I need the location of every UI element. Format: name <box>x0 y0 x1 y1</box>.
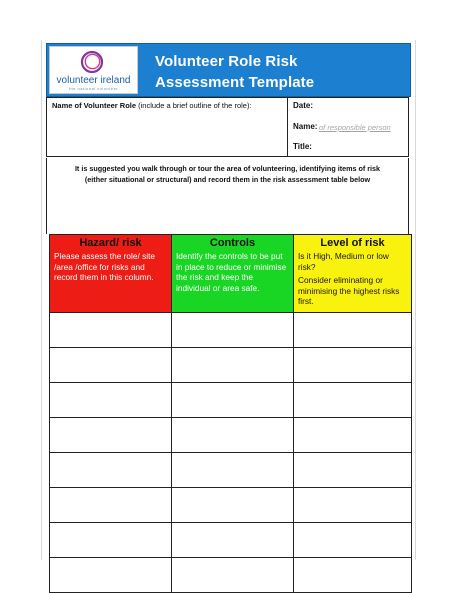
controls-header-description: Identify the controls to be put in place to reduce or minimise the risk and keep the individual or area safe. <box>176 251 287 293</box>
table-row <box>50 523 412 558</box>
role-description-cell[interactable] <box>47 98 288 156</box>
role-info-table <box>46 97 409 157</box>
controls-header <box>172 235 293 312</box>
hazard-entry-cell[interactable] <box>50 488 172 523</box>
role-name-label-bold: Name of Volunteer Role <box>52 101 137 110</box>
level-entry-cell[interactable] <box>294 383 412 418</box>
hazard-header-cell <box>50 235 172 313</box>
logo-ring-icon <box>80 50 104 74</box>
hazard-entry-cell[interactable] <box>50 313 172 348</box>
volunteer-ireland-logo <box>49 46 138 94</box>
level-header-title: Level of risk <box>320 237 385 249</box>
hazard-entry-cell[interactable] <box>50 418 172 453</box>
level-entry-cell[interactable] <box>294 313 412 348</box>
level-entry-cell[interactable] <box>294 523 412 558</box>
controls-header-title: Controls <box>209 237 256 249</box>
controls-header-cell <box>172 235 294 313</box>
table-row <box>50 383 412 418</box>
table-row <box>50 558 412 593</box>
table-row <box>50 418 412 453</box>
role-name-label <box>52 101 252 110</box>
table-row <box>50 453 412 488</box>
logo-tagline: the national volunteer <box>68 86 119 91</box>
role-name-label-rest: (include a brief outline of the role): <box>136 101 252 110</box>
document-title-line-2: Assessment Template <box>155 74 315 91</box>
controls-entry-cell[interactable] <box>172 348 294 383</box>
name-field-hint: of responsible person <box>319 123 391 132</box>
controls-entry-cell[interactable] <box>172 453 294 488</box>
level-entry-cell[interactable] <box>294 418 412 453</box>
level-entry-cell[interactable] <box>294 558 412 593</box>
level-header-cell <box>294 235 412 313</box>
logo-name: volunteer ireland <box>56 75 131 86</box>
risk-table-header-row <box>50 235 412 313</box>
name-field-label: Name: <box>293 122 318 131</box>
hazard-entry-cell[interactable] <box>50 453 172 488</box>
instructions-line-2: (either situational or structural) and record them in the risk assessment table below <box>84 175 371 184</box>
controls-entry-cell[interactable] <box>172 418 294 453</box>
table-row <box>50 348 412 383</box>
instructions-line-1: It is suggested you walk through or tour the area of volunteering, identifying items of risk <box>74 164 381 173</box>
header-banner <box>46 43 411 97</box>
hazard-header <box>50 235 171 312</box>
hazard-entry-cell[interactable] <box>50 523 172 558</box>
instructions-block <box>46 158 409 234</box>
level-of-risk-header <box>294 235 411 312</box>
hazard-header-description: Please assess the role/ site /area /office for risks and record them in this column. <box>54 251 155 282</box>
table-row <box>50 488 412 523</box>
level-entry-cell[interactable] <box>294 348 412 383</box>
hazard-entry-cell[interactable] <box>50 383 172 418</box>
controls-entry-cell[interactable] <box>172 558 294 593</box>
controls-entry-cell[interactable] <box>172 313 294 348</box>
hazard-entry-cell[interactable] <box>50 558 172 593</box>
title-field-label: Title: <box>293 142 312 151</box>
level-entry-cell[interactable] <box>294 453 412 488</box>
controls-entry-cell[interactable] <box>172 383 294 418</box>
hazard-entry-cell[interactable] <box>50 348 172 383</box>
controls-entry-cell[interactable] <box>172 488 294 523</box>
level-header-guidance: Consider eliminating or minimising the highest risks first. <box>298 275 400 306</box>
table-row <box>50 313 412 348</box>
controls-entry-cell[interactable] <box>172 523 294 558</box>
document-title-line-1: Volunteer Role Risk <box>155 53 298 70</box>
level-header-question: Is it High, Medium or low risk? <box>298 251 389 272</box>
date-field-label: Date: <box>293 101 314 110</box>
level-entry-cell[interactable] <box>294 488 412 523</box>
risk-assessment-table <box>49 234 412 593</box>
document-page <box>41 40 416 560</box>
hazard-header-title: Hazard/ risk <box>79 237 142 249</box>
